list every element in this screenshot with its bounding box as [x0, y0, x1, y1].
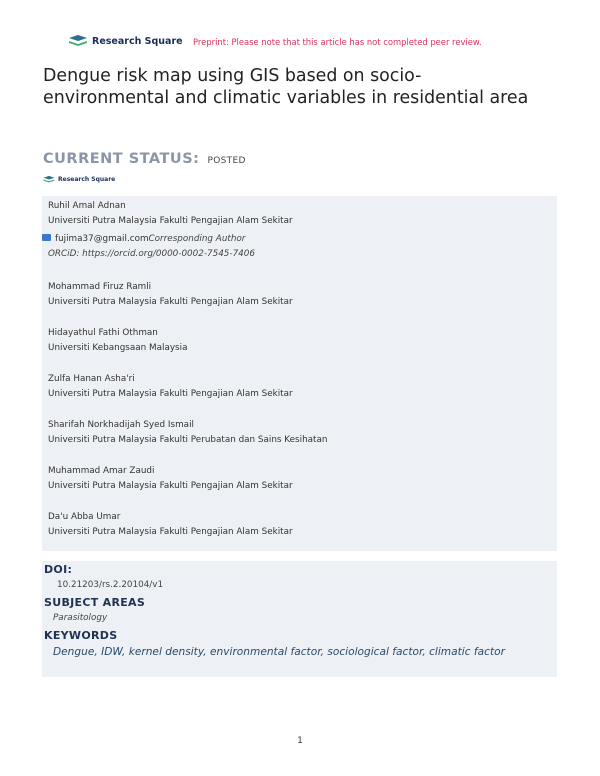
status-label: CURRENT STATUS:: [43, 151, 200, 167]
author-name: Mohammad Firuz Ramli: [48, 282, 152, 292]
author-item: [48, 464, 293, 494]
author-item: [48, 280, 293, 310]
preprint-notice: Preprint: Please note that this article has not completed peer review.: [193, 37, 482, 47]
author-name: Ruhil Amal Adnan: [48, 201, 126, 211]
author-affiliation: Universiti Putra Malaysia Fakulti Pengajian Alam Sekitar: [48, 389, 293, 399]
author-item: [48, 418, 327, 448]
author-affiliation: Universiti Kebangsaan Malaysia: [48, 343, 188, 353]
author-name: Hidayathul Fathi Othman: [48, 328, 158, 338]
header: [68, 34, 548, 52]
authors-box: [42, 196, 557, 551]
author-affiliation: Universiti Putra Malaysia Fakulti Pengajian Alam Sekitar: [48, 297, 293, 307]
page-number: 1: [297, 736, 303, 746]
small-research-square-logo: [43, 175, 115, 184]
author-affiliation: Universiti Putra Malaysia Fakulti Pengajian Alam Sekitar: [48, 216, 293, 226]
author-name: Sharifah Norkhadijah Syed Ismail: [48, 420, 194, 430]
author-affiliation: Universiti Putra Malaysia Fakulti Perubatan dan Sains Kesihatan: [48, 435, 328, 445]
author-item: [48, 510, 293, 540]
mail-icon: [42, 234, 51, 241]
small-logo-icon: [43, 175, 55, 184]
author-item: [48, 326, 187, 356]
author-name: Muhammad Amar Zaudi: [48, 466, 155, 476]
corresponding-email-row: [42, 234, 245, 244]
logo-text: Research Square: [92, 35, 183, 47]
research-square-logo[interactable]: [68, 34, 183, 48]
author-item: [48, 199, 293, 229]
small-logo-text: Research Square: [58, 176, 116, 183]
doi-label: DOI:: [44, 563, 73, 576]
author-name: Da'u Abba Umar: [48, 512, 121, 522]
author-item: [48, 372, 293, 402]
keywords-value: Dengue, IDW, kernel density, environmental factor, sociological factor, climatic factor: [53, 646, 505, 658]
status-value: POSTED: [207, 156, 246, 166]
author-name: Zulfa Hanan Asha'ri: [48, 374, 135, 384]
article-title: Dengue risk map using GIS based on socio-environmental and climatic variables in residential area: [43, 66, 529, 108]
author-affiliation: Universiti Putra Malaysia Fakulti Pengajian Alam Sekitar: [48, 527, 293, 537]
email-link[interactable]: fujima37@gmail.com: [55, 234, 149, 244]
orcid-link[interactable]: ORCiD: https://orcid.org/0000-0002-7545-7406: [48, 249, 255, 259]
author-affiliation: Universiti Putra Malaysia Fakulti Pengajian Alam Sekitar: [48, 481, 293, 491]
subject-areas-label: SUBJECT AREAS: [44, 596, 146, 609]
research-square-logo-icon: [68, 34, 88, 48]
doi-value[interactable]: 10.21203/rs.2.20104/v1: [57, 580, 164, 590]
current-status: [43, 148, 246, 167]
corresponding-author-label: Corresponding Author: [148, 234, 246, 244]
metadata-box: [42, 561, 557, 677]
keywords-label: KEYWORDS: [44, 629, 118, 642]
subject-areas-value: Parasitology: [53, 613, 108, 623]
